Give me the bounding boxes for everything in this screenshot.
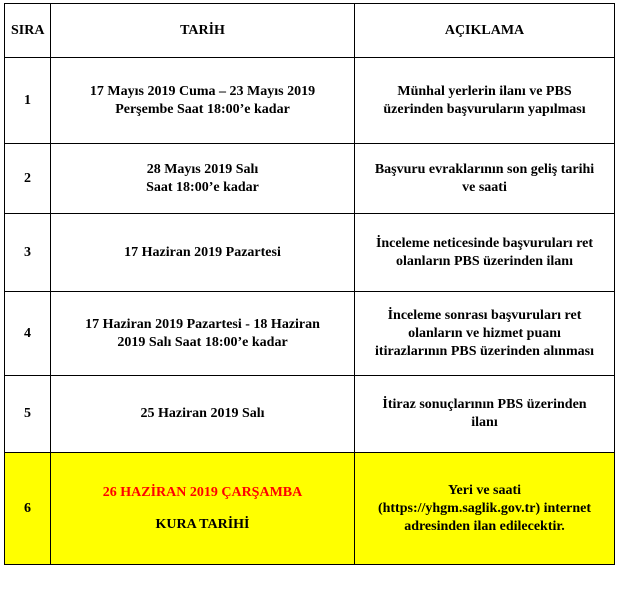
description-line: ve saati [462,179,507,195]
description-line: üzerinden başvuruların yapılması [383,101,586,117]
date-line: 17 Haziran 2019 Pazartesi - 18 Haziran [85,316,320,332]
row-number: 4 [5,292,51,376]
table-row [5,292,615,376]
date-line: 28 Mayıs 2019 Salı [146,161,259,177]
date-line: Saat 18:00’e kadar [146,179,259,195]
row-number: 1 [5,58,51,144]
schedule-table [4,3,615,565]
row-number: 3 [5,214,51,292]
lottery-label: KURA TARİHİ [155,516,250,532]
description-line: itirazlarının PBS üzerinden alınması [375,343,594,359]
highlighted-row [5,453,615,565]
row-description [355,376,615,453]
description-line: Yeri ve saati [447,482,522,498]
table-row [5,376,615,453]
row-date [51,58,355,144]
description-line: olanların ve hizmet puanı [408,325,561,341]
header-aciklama: AÇIKLAMA [355,4,615,58]
date-line: 25 Haziran 2019 Salı [140,406,265,421]
date-line: Perşembe Saat 18:00’e kadar [115,101,290,117]
date-line: 2019 Salı Saat 18:00’e kadar [117,334,288,350]
row-description [355,214,615,292]
description-line: Münhal yerlerin ilanı ve PBS [397,83,572,99]
row-description [355,453,615,565]
row-description [355,144,615,214]
date-line: 17 Haziran 2019 Pazartesi [124,244,281,260]
table-row [5,214,615,292]
row-date [51,292,355,376]
header-row [5,4,615,58]
description-line: İtiraz sonuçlarının PBS üzerinden [382,397,587,412]
header-tarih: TARİH [51,4,355,58]
description-line: ilanı [471,415,498,430]
row-date [51,144,355,214]
description-line: adresinden ilan edilecektir. [404,518,565,534]
row-description [355,292,615,376]
header-sira: SIRA [5,4,51,58]
table-row [5,58,615,144]
table-row [5,144,615,214]
date-line: 17 Mayıs 2019 Cuma – 23 Mayıs 2019 [89,83,316,99]
description-line: Başvuru evraklarının son geliş tarihi [374,161,595,177]
lottery-date: 26 HAZİRAN 2019 ÇARŞAMBA [102,484,303,500]
description-line: İnceleme neticesinde başvuruları ret [375,235,594,251]
row-number: 2 [5,144,51,214]
description-line: (https://yhgm.saglik.gov.tr) internet [377,500,592,516]
row-date [51,214,355,292]
row-number: 5 [5,376,51,453]
row-number: 6 [5,453,51,565]
row-description [355,58,615,144]
description-line: olanların PBS üzerinden ilanı [396,253,573,269]
row-date [51,453,355,565]
description-line: İnceleme sonrası başvuruları ret [387,307,582,323]
row-date [51,376,355,453]
